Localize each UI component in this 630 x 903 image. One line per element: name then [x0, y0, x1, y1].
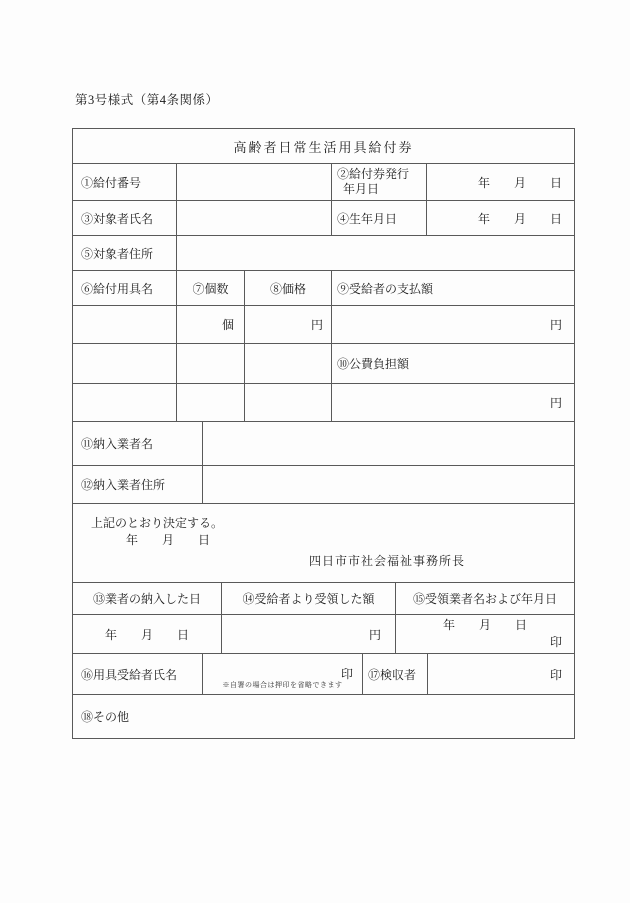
voucher-issue-date-label-line1: ②給付券発行 — [337, 167, 410, 181]
voucher-form-table — [72, 128, 575, 739]
recipient-address-row — [73, 236, 574, 271]
decision-cell — [73, 504, 574, 582]
equipment-header-row — [73, 271, 574, 306]
price-unit: 円 — [245, 306, 332, 343]
supplier-name-label: ⑪納入業者名 — [73, 422, 203, 465]
delivery-values-row — [73, 615, 574, 654]
quantity-label: ⑦個数 — [177, 271, 245, 305]
recipient-name-value-cell — [177, 201, 332, 235]
quantity-value-cell-3 — [177, 384, 245, 421]
birth-date-label: ④生年月日 — [332, 201, 427, 235]
equipment-recipient-name-label: ⑯用具受給者氏名 — [73, 654, 203, 694]
delivery-date-label: ⑬業者の納入した日 — [73, 583, 222, 614]
public-expense-label-row — [73, 344, 574, 384]
benefit-number-label: ①給付番号 — [73, 164, 177, 200]
decision-row — [73, 504, 574, 583]
title-row — [73, 129, 574, 164]
other-row — [73, 695, 574, 738]
receiving-supplier-seal: 印 — [549, 635, 562, 649]
form-number-note: 第3号様式（第4条関係） — [75, 93, 219, 107]
inspector-label: ⑰検収者 — [363, 654, 428, 694]
voucher-issue-date-label — [332, 164, 427, 200]
price-value-cell-3 — [245, 384, 332, 421]
equipment-name-value-cell — [73, 306, 177, 343]
voucher-issue-date-label-line2: 年月日 — [343, 182, 380, 196]
delivery-header-row — [73, 583, 574, 615]
voucher-issue-date-value: 年 月 日 — [477, 175, 562, 190]
price-value-cell-2 — [245, 344, 332, 383]
receiving-supplier-label: ⑮受領業者名および年月日 — [412, 592, 557, 606]
recipient-signature-row — [73, 654, 574, 695]
price-label: ⑧価格 — [245, 271, 332, 305]
other-label: ⑱その他 — [81, 710, 130, 724]
receiving-supplier-cell — [396, 615, 574, 653]
supplier-address-label: ⑫納入業者住所 — [73, 466, 203, 503]
recipient-seal-cell — [203, 654, 363, 694]
recipient-address-label: ⑤対象者住所 — [73, 236, 177, 270]
supplier-name-row — [73, 422, 574, 466]
receiving-supplier-date: 年 月 日 — [442, 618, 527, 632]
public-expense-unit-row — [73, 384, 574, 422]
quantity-value-cell-2 — [177, 344, 245, 383]
equipment-name-label: ⑥給付用具名 — [73, 271, 177, 305]
quantity-unit: 個 — [177, 306, 245, 343]
equipment-name-value-cell-3 — [73, 384, 177, 421]
supplier-address-value-cell — [203, 466, 574, 503]
recipient-address-value-cell — [177, 236, 574, 270]
birth-date-value: 年 月 日 — [477, 211, 562, 226]
signature-seal-note: ※自署の場合は押印を省略できます — [222, 681, 343, 689]
amount-received-label: ⑭受給者より受領した額 — [222, 583, 396, 614]
inspector-seal: 印 — [549, 667, 562, 682]
welfare-office-director-title: 四日市市社会福祉事務所長 — [309, 554, 466, 568]
recipient-name-label: ③対象者氏名 — [73, 201, 177, 235]
benefit-number-value-cell — [177, 164, 332, 200]
equipment-units-row — [73, 306, 574, 344]
decision-statement: 上記のとおり決定する。 — [91, 516, 224, 530]
delivery-date-value: 年 月 日 — [73, 615, 222, 653]
supplier-address-row — [73, 466, 574, 504]
recipient-payment-label: ⑨受給者の支払額 — [337, 281, 434, 296]
supplier-name-value-cell — [203, 422, 574, 465]
public-expense-unit: 円 — [549, 396, 562, 410]
decision-date: 年 月 日 — [126, 533, 211, 547]
recipient-name-row — [73, 201, 574, 236]
public-expense-label: ⑩公費負担額 — [337, 357, 410, 371]
recipient-payment-unit: 円 — [549, 318, 562, 332]
equipment-name-value-cell-2 — [73, 344, 177, 383]
amount-received-unit: 円 — [222, 615, 396, 653]
recipient-seal: 印 — [340, 667, 353, 681]
form-title: 高齢者日常生活用具給付券 — [233, 139, 414, 155]
benefit-number-row — [73, 164, 574, 201]
